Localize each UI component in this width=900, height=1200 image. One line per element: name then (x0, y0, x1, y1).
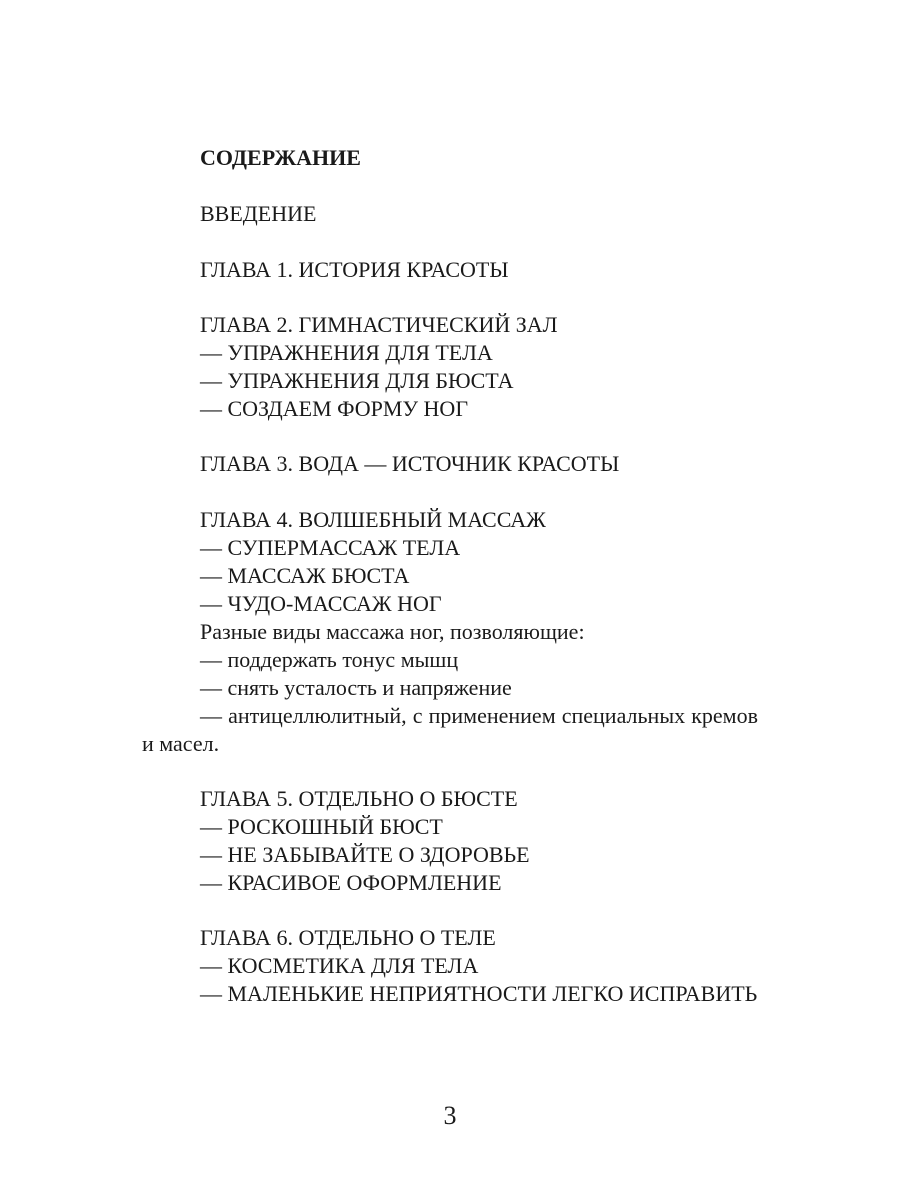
chapter-5-item: — НЕ ЗАБЫВАЙТЕ О ЗДОРОВЬЕ (200, 842, 530, 867)
toc-intro: ВВЕДЕНИЕ (200, 201, 317, 226)
chapter-2-heading: ГЛАВА 2. ГИМНАСТИЧЕСКИЙ ЗАЛ (200, 312, 558, 337)
chapter-4-heading: ГЛАВА 4. ВОЛШЕБНЫЙ МАССАЖ (200, 507, 546, 532)
chapter-5-heading: ГЛАВА 5. ОТДЕЛЬНО О БЮСТЕ (200, 786, 518, 811)
chapter-5-item: — КРАСИВОЕ ОФОРМЛЕНИЕ (200, 870, 502, 895)
chapter-4-item: — МАССАЖ БЮСТА (200, 563, 410, 588)
chapter-1-heading: ГЛАВА 1. ИСТОРИЯ КРАСОТЫ (200, 257, 509, 282)
chapter-6-item: — КОСМЕТИКА ДЛЯ ТЕЛА (200, 953, 479, 978)
toc-title: СОДЕРЖАНИЕ (200, 145, 361, 170)
page-number: 3 (443, 1101, 457, 1130)
chapter-4-subitem: — поддержать тонус мышц (200, 647, 459, 672)
chapter-6-heading: ГЛАВА 6. ОТДЕЛЬНО О ТЕЛЕ (200, 925, 496, 950)
chapter-6-long-item: — МАЛЕНЬКИЕ НЕПРИЯТНОСТИ ЛЕГКО ИСПРАВИТЬ (200, 981, 758, 1006)
chapter-2-item: — СОЗДАЕМ ФОРМУ НОГ (200, 396, 469, 421)
chapter-4-item: — СУПЕРМАССАЖ ТЕЛА (200, 535, 461, 560)
chapter-4-note: Разные виды массажа ног, позволяющие: (200, 619, 585, 644)
chapter-4-long-item: — антицеллюлитный, с применением специальных кремов и масел. (142, 703, 758, 756)
chapter-2-item: — УПРАЖНЕНИЯ ДЛЯ БЮСТА (200, 368, 514, 393)
chapter-3-heading: ГЛАВА 3. ВОДА — ИСТОЧНИК КРАСОТЫ (200, 451, 620, 476)
chapter-4-item: — ЧУДО-МАССАЖ НОГ (200, 591, 442, 616)
chapter-5-item: — РОСКОШНЫЙ БЮСТ (200, 814, 443, 839)
chapter-2-item: — УПРАЖНЕНИЯ ДЛЯ ТЕЛА (200, 340, 493, 365)
chapter-4-subitem: — снять усталость и напряжение (200, 675, 512, 700)
